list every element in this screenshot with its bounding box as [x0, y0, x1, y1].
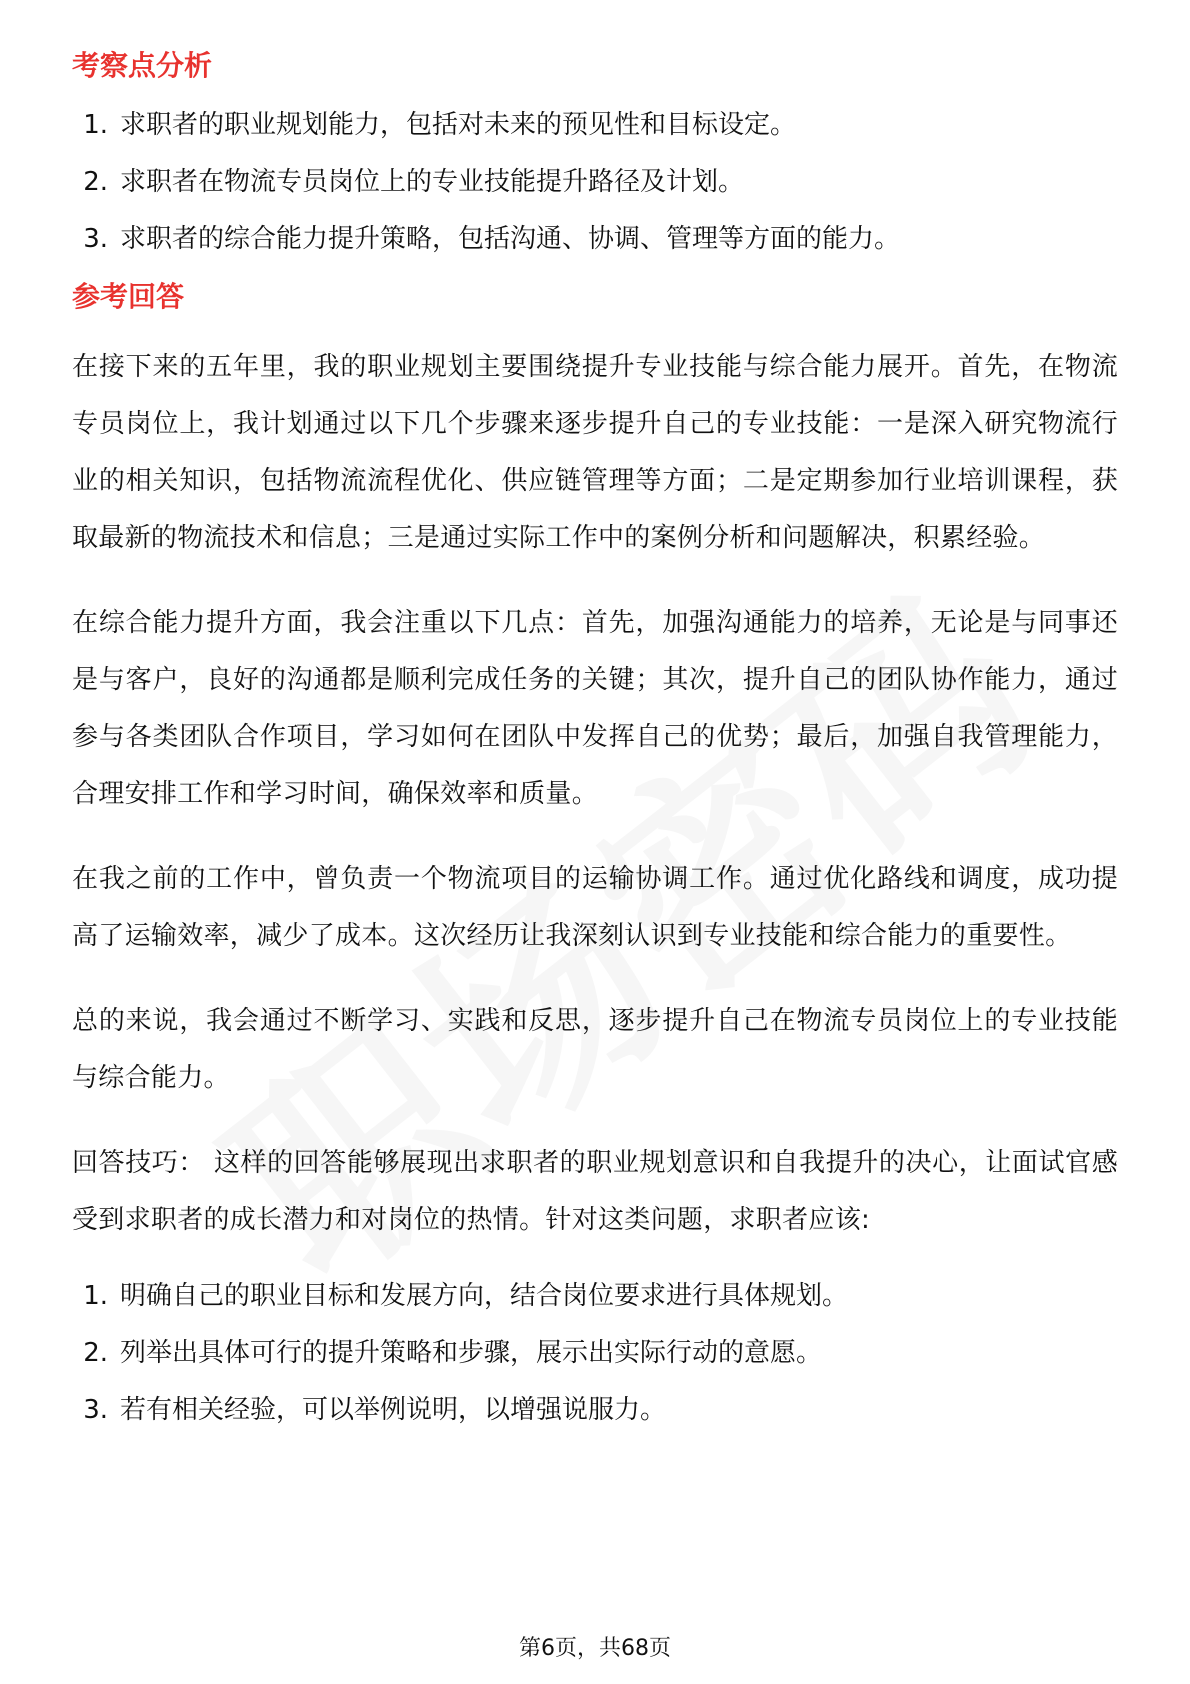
list-text: 求职者的综合能力提升策略，包括沟通、协调、管理等方面的能力。 [120, 224, 901, 254]
answer-heading: 参考回答 [72, 280, 185, 313]
document-page [72, 46, 1118, 1448]
list-item [72, 1277, 1118, 1315]
list-item [72, 1334, 1118, 1372]
answer-paragraph: 在综合能力提升方面，我会注重以下几点：首先，加强沟通能力的培养，无论是与同事还是与客户，良好的沟通都是顺利完成任务的关键；其次，提升自己的团队协作能力，通过参与各类团队合作项目，学习如何在团队中发挥自己的优势；最后，加强自我管理能力，合理安排工作和学习时间，确保效率和质量。 [72, 608, 1118, 809]
answer-tips-paragraph: 回答技巧： 这样的回答能够展现出求职者的职业规划意识和自我提升的决心，让面试官感受到求职者的成长潜力和对岗位的热情。针对这类问题，求职者应该: [72, 1148, 1118, 1235]
list-item [72, 1391, 1118, 1429]
list-item [72, 163, 1118, 201]
list-text: 列举出具体可行的提升策略和步骤，展示出实际行动的意愿。 [120, 1338, 823, 1368]
analysis-list [72, 106, 1118, 258]
tips-list [72, 1277, 1118, 1429]
list-number: 2. [83, 1338, 108, 1368]
answer-paragraph: 在接下来的五年里，我的职业规划主要围绕提升专业技能与综合能力展开。首先，在物流专员岗位上，我计划通过以下几个步骤来逐步提升自己的专业技能：一是深入研究物流行业的相关知识，包括物流流程优化、供应链管理等方面；二是定期参加行业培训课程，获取最新的物流技术和信息；三是通过实际工作中的案例分析和问题解决，积累经验。 [72, 352, 1118, 553]
list-text: 求职者的职业规划能力，包括对未来的预见性和目标设定。 [120, 110, 797, 140]
list-item [72, 220, 1118, 258]
analysis-heading: 考察点分析 [72, 49, 213, 82]
list-text: 若有相关经验，可以举例说明，以增强说服力。 [120, 1395, 667, 1425]
list-number: 1. [83, 110, 108, 140]
list-number: 1. [83, 1281, 108, 1311]
list-text: 求职者在物流专员岗位上的专业技能提升路径及计划。 [120, 167, 745, 197]
page-number: 第6页，共68页 [519, 1636, 671, 1661]
list-number: 2. [83, 167, 108, 197]
list-item [72, 106, 1118, 144]
list-number: 3. [83, 224, 108, 254]
answer-paragraph: 总的来说，我会通过不断学习、实践和反思，逐步提升自己在物流专员岗位上的专业技能与综合能力。 [72, 1006, 1118, 1093]
list-text: 明确自己的职业目标和发展方向，结合岗位要求进行具体规划。 [120, 1281, 849, 1311]
list-number: 3. [83, 1395, 108, 1425]
answer-paragraph: 在我之前的工作中，曾负责一个物流项目的运输协调工作。通过优化路线和调度，成功提高了运输效率，减少了成本。这次经历让我深刻认识到专业技能和综合能力的重要性。 [72, 864, 1118, 951]
